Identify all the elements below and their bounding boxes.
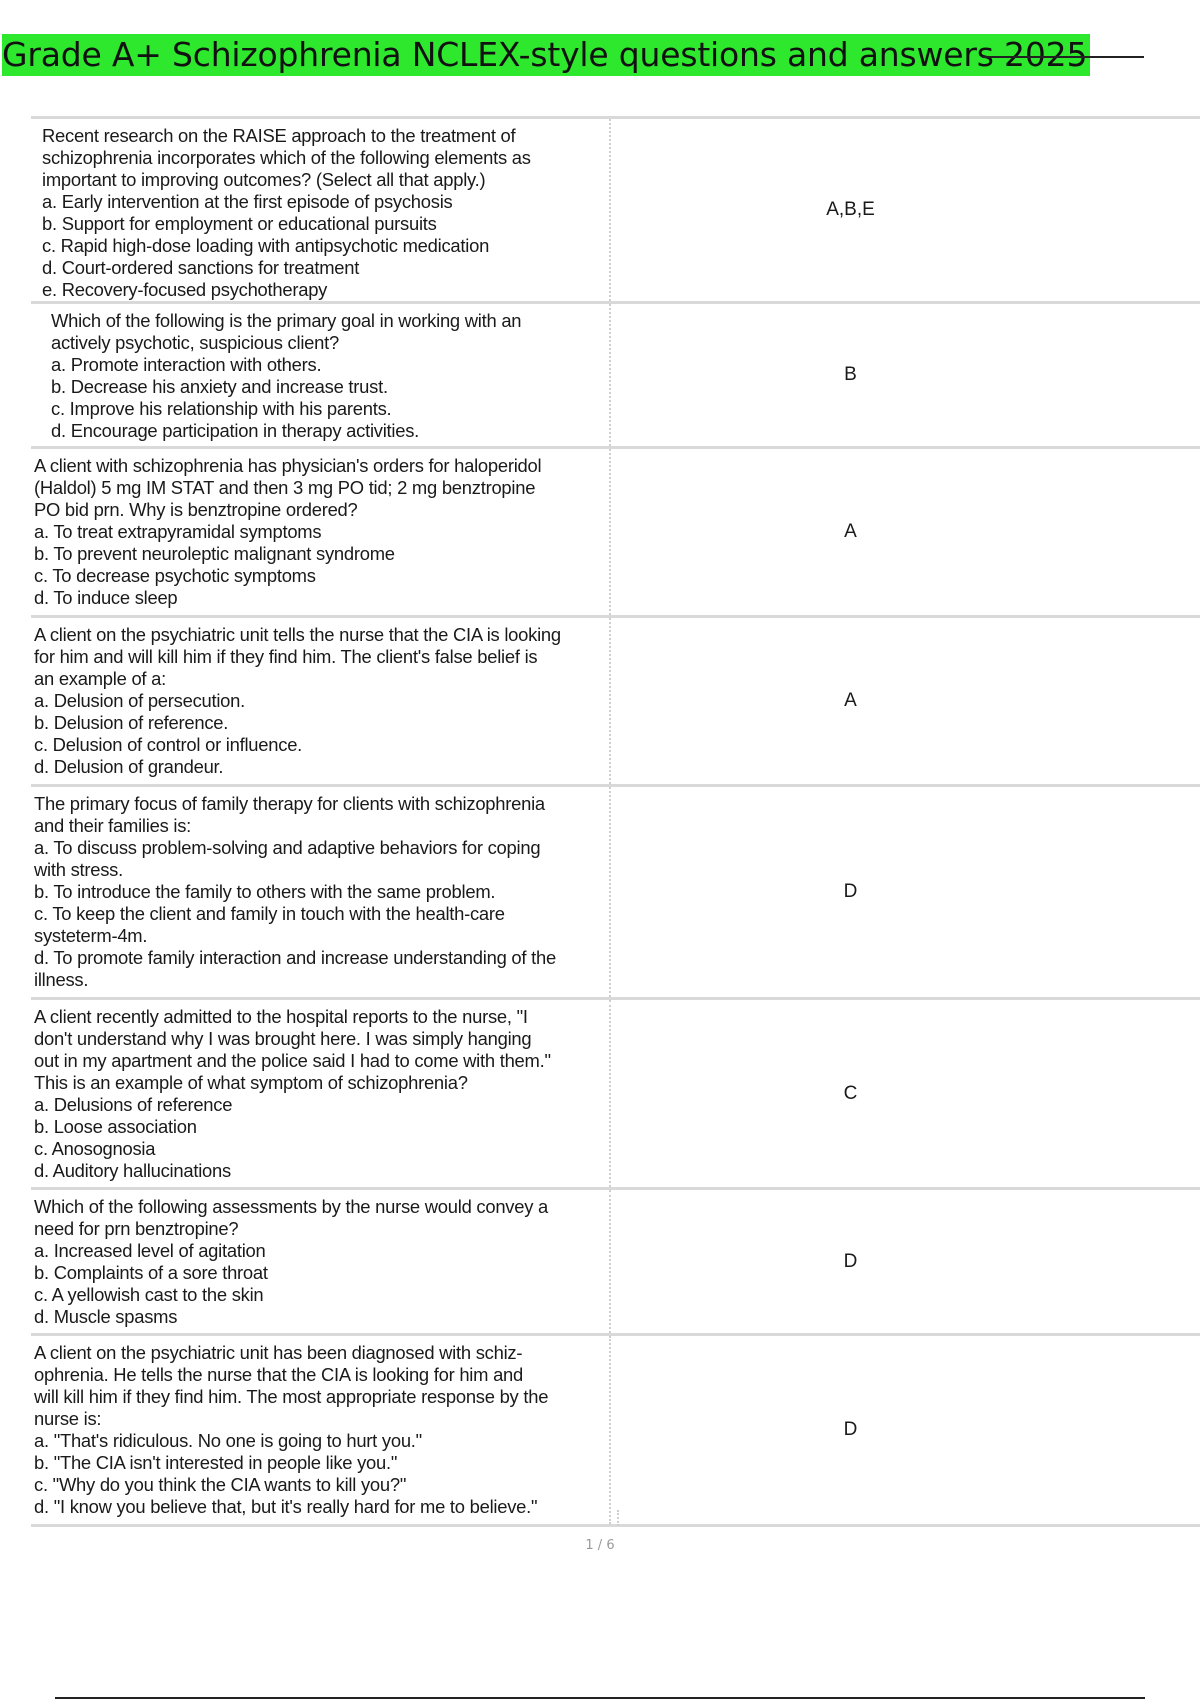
answer-text: A (844, 521, 857, 542)
question-text: Which of the following assessments by the nurse would convey a need for prn benztropine? a. Increased level of agitation b. Complaints of a sore throat c. A yellowish cast to the skin d. Muscle spasms (31, 1190, 611, 1333)
column-divider-tail (617, 1510, 621, 1526)
qa-row (31, 1336, 1200, 1527)
answer-text: D (843, 1419, 858, 1440)
qa-table (31, 116, 1200, 1527)
document-title: Grade A+ Schizophrenia NCLEX-style questions and answers 2025 (2, 34, 1090, 76)
question-text: The primary focus of family therapy for clients with schizophrenia and their families is: a. To discuss problem-solving and adaptive behaviors for coping with stress. b. To introduce the family to others with the same problem. c. To keep the client and family in touch with the health-care systeterm-4m. d. To promote family interaction and increase understanding of the illness. (31, 787, 611, 997)
answer-text: D (843, 881, 858, 902)
page-indicator: 1 / 6 (585, 1538, 615, 1553)
qa-row (31, 787, 1200, 1000)
qa-row (31, 618, 1200, 787)
question-text: A client recently admitted to the hospital reports to the nurse, "I don't understand why I was brought here. I was simply hanging out in my apartment and the police said I had to come with them." This is an example of what symptom of schizophrenia? a. Delusions of reference b. Loose association c. Anosognosia d. Auditory hallucinations (31, 1000, 611, 1187)
qa-row (31, 1190, 1200, 1336)
answer-text: B (844, 364, 857, 385)
question-text: A client on the psychiatric unit has been diagnosed with schiz- ophrenia. He tells the nurse that the CIA is looking for him and will kill him if they find him. The most appropriate response by the nurse is: a. "That's ridiculous. No one is going to hurt you." b. "The CIA isn't interested in people like you." c. "Why do you think the CIA wants to kill you?" d. "I know you believe that, but it's really hard for me to believe." (31, 1336, 611, 1524)
title-underline (982, 56, 1144, 58)
qa-row (31, 116, 1200, 304)
qa-row (31, 1000, 1200, 1190)
question-text: A client with schizophrenia has physician's orders for haloperidol (Haldol) 5 mg IM STAT and then 3 mg PO tid; 2 mg benztropine PO bid prn. Why is benztropine ordered? a. To treat extrapyramidal symptoms b. To prevent neuroleptic malignant syndrome c. To decrease psychotic symptoms d. To induce sleep (31, 449, 611, 615)
qa-row (31, 304, 1200, 449)
question-text: A client on the psychiatric unit tells the nurse that the CIA is looking for him and will kill him if they find him. The client's false belief is an example of a: a. Delusion of persecution. b. Delusion of reference. c. Delusion of control or influence. d. Delusion of grandeur. (31, 618, 611, 784)
footer-rule (55, 1697, 1145, 1699)
question-text: Recent research on the RAISE approach to the treatment of schizophrenia incorporates which of the following elements as important to improving outcomes? (Select all that apply.) a. Early intervention at the first episode of psychosis b. Support for employment or educational pursuits c. Rapid high-dose loading with antipsychotic medication d. Court-ordered sanctions for treatment e. Recovery-focused psychotherapy (31, 119, 611, 301)
title-row (2, 34, 1142, 78)
answer-text: A,B,E (826, 199, 875, 220)
qa-row (31, 449, 1200, 618)
answer-text: A (844, 690, 857, 711)
answer-text: C (843, 1082, 858, 1104)
answer-text: D (843, 1250, 858, 1272)
question-text: Which of the following is the primary goal in working with an actively psychotic, suspicious client? a. Promote interaction with others. b. Decrease his anxiety and increase trust. c. Improve his relationship with his parents. d. Encourage participation in therapy activities. (31, 304, 611, 446)
